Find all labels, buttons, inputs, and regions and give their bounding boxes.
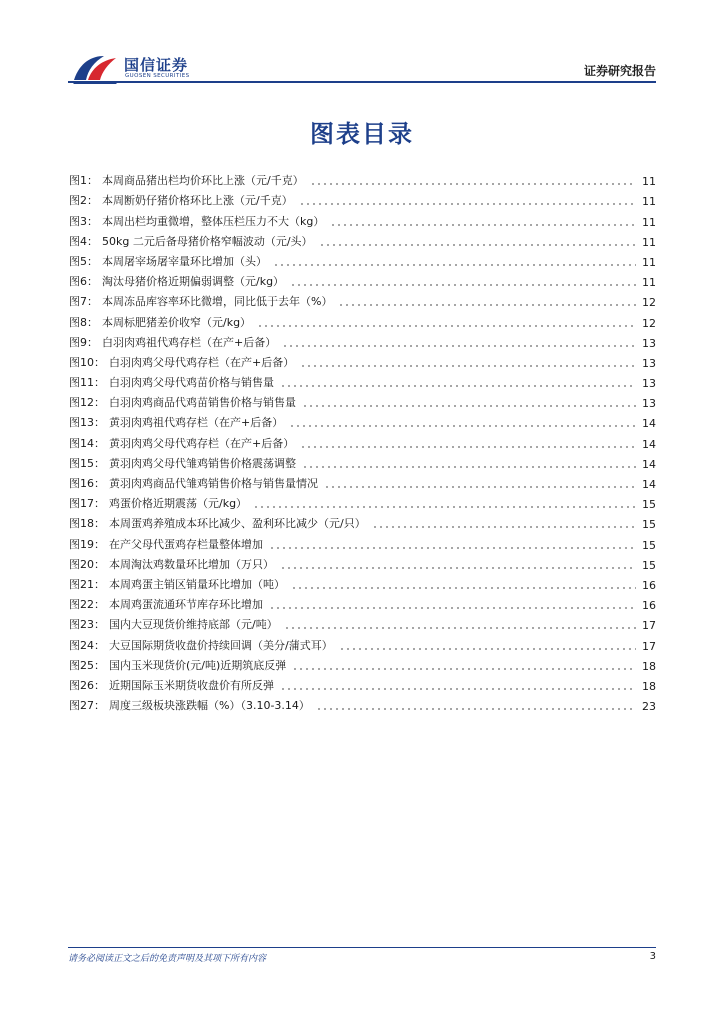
toc-dot-leader bbox=[289, 425, 636, 427]
toc-entry-title: 淘汰母猪价格近期偏弱调整（元/kg） bbox=[102, 275, 285, 289]
toc-entry-label: 图5： bbox=[69, 254, 98, 268]
toc-entry-title: 黄羽肉鸡父母代鸡存栏（在产+后备） bbox=[109, 436, 295, 450]
toc-entry-label: 图14： bbox=[69, 436, 105, 450]
toc-dot-leader bbox=[330, 224, 636, 226]
toc-entry-label: 图15： bbox=[69, 456, 105, 470]
footer-divider bbox=[68, 947, 656, 948]
toc-entry[interactable] bbox=[69, 188, 656, 208]
toc-entry-page: 14 bbox=[642, 437, 656, 451]
toc-entry[interactable] bbox=[69, 673, 656, 693]
toc-dot-leader bbox=[299, 203, 636, 205]
toc-dot-leader bbox=[302, 466, 636, 468]
toc-entry-page: 13 bbox=[642, 356, 656, 370]
toc-entry-label: 图10： bbox=[69, 355, 105, 369]
toc-entry-label: 图26： bbox=[69, 678, 105, 692]
header-divider bbox=[68, 81, 656, 83]
toc-entry-label: 图25： bbox=[69, 658, 105, 672]
toc-entry-label: 图11： bbox=[69, 376, 105, 390]
toc-entry[interactable] bbox=[69, 531, 656, 551]
toc-dot-leader bbox=[310, 183, 636, 185]
toc-entry-title: 本周鸡蛋主销区销量环比增加（吨） bbox=[109, 577, 285, 591]
toc-entry[interactable] bbox=[69, 249, 656, 269]
toc-entry-title: 本周冻品库容率环比微增，同比低于去年（%） bbox=[102, 295, 333, 309]
toc-dot-leader bbox=[324, 486, 636, 488]
toc-dot-leader bbox=[269, 547, 636, 549]
toc-dot-leader bbox=[291, 587, 636, 589]
toc-entry-title: 白羽肉鸡父母代鸡苗价格与销售量 bbox=[109, 376, 274, 390]
toc-entry-title: 国内玉米现货价(元/吨)近期筑底反弹 bbox=[109, 658, 287, 672]
toc-dot-leader bbox=[282, 345, 636, 347]
toc-entry-label: 图27： bbox=[69, 699, 105, 713]
toc-entry-page: 11 bbox=[642, 175, 656, 189]
toc-entry-page: 18 bbox=[642, 679, 656, 693]
toc-entry-label: 图8： bbox=[69, 315, 98, 329]
toc-dot-leader bbox=[280, 567, 636, 569]
toc-entry-page: 11 bbox=[642, 255, 656, 269]
toc-dot-leader bbox=[302, 405, 636, 407]
toc-entry-page: 13 bbox=[642, 336, 656, 350]
toc-entry[interactable] bbox=[69, 693, 656, 713]
toc-entry-title: 本周商品猪出栏均价环比上涨（元/千克） bbox=[102, 174, 304, 188]
toc-entry[interactable] bbox=[69, 653, 656, 673]
page-header bbox=[0, 0, 724, 90]
toc-entry[interactable] bbox=[69, 390, 656, 410]
toc-dot-leader bbox=[372, 526, 636, 528]
toc-entry-label: 图3： bbox=[69, 214, 98, 228]
toc-entry[interactable] bbox=[69, 491, 656, 511]
toc-entry-label: 图12： bbox=[69, 396, 105, 410]
toc-entry-page: 14 bbox=[642, 417, 656, 431]
toc-dot-leader bbox=[339, 648, 636, 650]
toc-entry[interactable] bbox=[69, 552, 656, 572]
toc-entry-title: 周度三级板块涨跌幅（%）（3.10-3.14） bbox=[109, 699, 310, 713]
report-type-label: 证券研究报告 bbox=[583, 64, 656, 78]
toc-entry-page: 11 bbox=[642, 215, 656, 229]
toc-dot-leader bbox=[338, 304, 636, 306]
toc-entry[interactable] bbox=[69, 471, 656, 491]
toc-entry[interactable] bbox=[69, 168, 656, 188]
toc-entry-page: 15 bbox=[642, 518, 656, 532]
toc-entry-title: 本周断奶仔猪价格环比上涨（元/千克） bbox=[102, 194, 293, 208]
toc-entry-page: 15 bbox=[642, 498, 656, 512]
toc-entry-label: 图22： bbox=[69, 598, 105, 612]
toc-entry[interactable] bbox=[69, 632, 656, 652]
toc-entry-label: 图6： bbox=[69, 275, 98, 289]
toc-entry-label: 图2： bbox=[69, 194, 98, 208]
toc-entry[interactable] bbox=[69, 451, 656, 471]
toc-entry-title: 近期国际玉米期货收盘价有所反弹 bbox=[109, 678, 274, 692]
logo-wordmark-en: GUOSEN SECURITIES bbox=[125, 73, 190, 79]
toc-entry[interactable] bbox=[69, 289, 656, 309]
toc-dot-leader bbox=[319, 244, 636, 246]
toc-entry[interactable] bbox=[69, 511, 656, 531]
toc-entry-title: 大豆国际期货收盘价持续回调（美分/蒲式耳） bbox=[109, 638, 333, 652]
toc-entry[interactable] bbox=[69, 208, 656, 228]
toc-entry-page: 12 bbox=[642, 316, 656, 330]
footer-disclaimer: 请务必阅读正文之后的免责声明及其项下所有内容 bbox=[68, 954, 267, 964]
toc-entry-title: 白羽肉鸡商品代鸡苗销售价格与销售量 bbox=[109, 396, 296, 410]
toc-entry-page: 12 bbox=[642, 296, 656, 310]
toc-dot-leader bbox=[273, 264, 636, 266]
toc-entry-label: 图23： bbox=[69, 618, 105, 632]
toc-entry-title: 本周蛋鸡养殖成本环比减少、盈利环比减少（元/只） bbox=[109, 517, 366, 531]
toc-entry-label: 图13： bbox=[69, 416, 105, 430]
toc-entry[interactable] bbox=[69, 269, 656, 289]
toc-entry-page: 14 bbox=[642, 457, 656, 471]
toc-dot-leader bbox=[292, 668, 636, 670]
toc-dot-leader bbox=[269, 607, 636, 609]
toc-entry-page: 13 bbox=[642, 397, 656, 411]
toc-entry-label: 图7： bbox=[69, 295, 98, 309]
toc-entry-title: 白羽肉鸡父母代鸡存栏（在产+后备） bbox=[109, 355, 295, 369]
toc-entry-title: 在产父母代蛋鸡存栏量整体增加 bbox=[109, 537, 263, 551]
toc-entry-page: 13 bbox=[642, 377, 656, 391]
toc-entry[interactable] bbox=[69, 612, 656, 632]
toc-entry-page: 15 bbox=[642, 558, 656, 572]
toc-entry[interactable] bbox=[69, 370, 656, 390]
toc-dot-leader bbox=[257, 325, 636, 327]
toc-entry-label: 图16： bbox=[69, 477, 105, 490]
toc-dot-leader bbox=[284, 627, 636, 629]
toc-entry[interactable] bbox=[69, 350, 656, 370]
toc-entry-title: 本周出栏均重微增，整体压栏压力不大（kg） bbox=[102, 214, 325, 228]
toc-entry[interactable] bbox=[69, 430, 656, 450]
toc-entry[interactable] bbox=[69, 410, 656, 430]
logo-wordmark-cn: 国信证券 bbox=[124, 56, 189, 74]
toc-entry[interactable] bbox=[69, 592, 656, 612]
toc-dot-leader bbox=[316, 708, 636, 710]
toc-entry-title: 黄羽肉鸡父母代雏鸡销售价格震荡调整 bbox=[109, 456, 296, 470]
toc-entry-page: 17 bbox=[642, 639, 656, 653]
toc-entry-page: 18 bbox=[642, 659, 656, 673]
toc-entry-label: 图17： bbox=[69, 497, 105, 511]
toc-dot-leader bbox=[300, 365, 636, 367]
toc-entry[interactable] bbox=[69, 229, 656, 249]
toc-entry-title: 50kg 二元后备母猪价格窄幅波动（元/头） bbox=[102, 234, 313, 248]
toc-dot-leader bbox=[290, 284, 636, 286]
toc-entry-page: 16 bbox=[642, 578, 656, 592]
figure-list bbox=[69, 168, 656, 713]
toc-entry[interactable] bbox=[69, 572, 656, 592]
toc-entry-title: 白羽肉鸡祖代鸡存栏（在产+后备） bbox=[102, 335, 277, 349]
toc-entry-page: 17 bbox=[642, 619, 656, 633]
toc-entry-title: 黄羽肉鸡商品代雏鸡销售价格与销售量情况 bbox=[109, 477, 318, 490]
toc-entry[interactable] bbox=[69, 309, 656, 329]
toc-entry-page: 16 bbox=[642, 599, 656, 613]
toc-entry[interactable] bbox=[69, 330, 656, 350]
toc-entry-label: 图21： bbox=[69, 577, 105, 591]
toc-entry-title: 本周淘汰鸡数量环比增加（万只） bbox=[109, 557, 274, 571]
toc-entry-label: 图18： bbox=[69, 517, 105, 531]
toc-entry-label: 图20： bbox=[69, 557, 105, 571]
page-title: 图表目录 bbox=[310, 120, 414, 148]
toc-entry-page: 11 bbox=[642, 276, 656, 290]
toc-entry-page: 11 bbox=[642, 235, 656, 249]
toc-entry-title: 本周标肥猪差价收窄（元/kg） bbox=[102, 315, 252, 329]
toc-dot-leader bbox=[280, 688, 636, 690]
toc-entry-title: 国内大豆现货价维持底部（元/吨） bbox=[109, 618, 278, 632]
toc-entry-page: 23 bbox=[642, 700, 656, 714]
toc-entry-title: 黄羽肉鸡祖代鸡存栏（在产+后备） bbox=[109, 416, 284, 430]
toc-entry-label: 图19： bbox=[69, 537, 105, 551]
toc-entry-title: 本周鸡蛋流通环节库存环比增加 bbox=[109, 598, 263, 612]
page-number: 3 bbox=[649, 951, 656, 962]
toc-dot-leader bbox=[300, 446, 636, 448]
toc-dot-leader bbox=[253, 506, 636, 508]
toc-dot-leader bbox=[280, 385, 636, 387]
toc-entry-label: 图9： bbox=[69, 335, 98, 349]
toc-entry-page: 14 bbox=[642, 478, 656, 491]
toc-entry-title: 鸡蛋价格近期震荡（元/kg） bbox=[109, 497, 248, 511]
toc-entry-label: 图24： bbox=[69, 638, 105, 652]
toc-entry-label: 图4： bbox=[69, 234, 98, 248]
toc-entry-title: 本周屠宰场屠宰量环比增加（头） bbox=[102, 254, 267, 268]
toc-entry-page: 11 bbox=[642, 195, 656, 209]
toc-entry-page: 15 bbox=[642, 538, 656, 552]
toc-entry-label: 图1： bbox=[69, 174, 98, 188]
